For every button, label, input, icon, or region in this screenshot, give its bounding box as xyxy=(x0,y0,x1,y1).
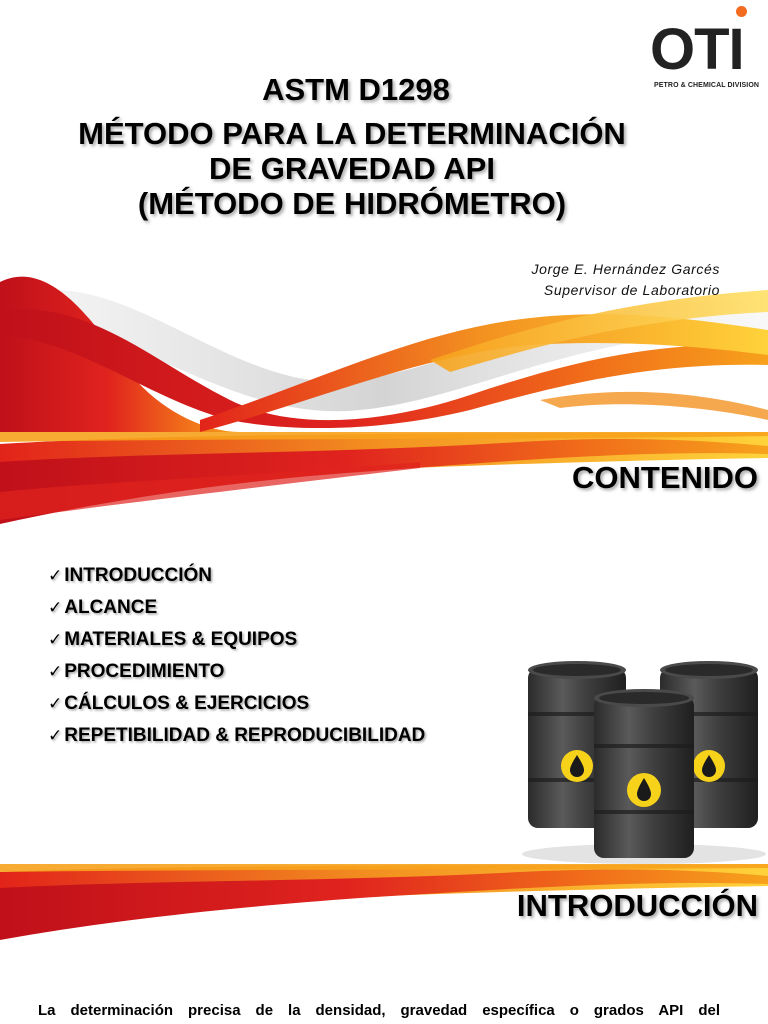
standard-code: ASTM D1298 xyxy=(262,72,450,107)
title-block xyxy=(0,72,768,221)
list-item: ✓ MATERIALES & EQUIPOS xyxy=(48,629,298,650)
intro-paragraph: La determinación precisa de la densidad, gravedad específica o grados API del xyxy=(38,1002,720,1019)
list-item: ✓ ALCANCE xyxy=(48,597,158,618)
list-item: ✓ CÁLCULOS & EJERCICIOS xyxy=(48,693,310,714)
barrel-icon xyxy=(594,689,694,858)
title-slide xyxy=(0,0,768,432)
checkmark-icon: ✓ xyxy=(48,662,63,682)
title-line: DE GRAVEDAD API xyxy=(209,151,495,186)
list-item: ✓ INTRODUCCIÓN xyxy=(48,565,213,586)
oti-logo: OTI PETRO & CHEMICAL DIVISION xyxy=(650,6,760,94)
checkmark-icon: ✓ xyxy=(48,726,63,746)
checkmark-icon: ✓ xyxy=(48,630,63,650)
checkmark-icon: ✓ xyxy=(48,694,63,714)
logo-dot-icon xyxy=(736,6,747,17)
title-line: MÉTODO PARA LA DETERMINACIÓN xyxy=(78,116,626,151)
list-item: ✓ REPETIBILIDAD & REPRODUCIBILIDAD xyxy=(48,725,426,746)
author-name: Jorge E. Hernández Garcés xyxy=(531,261,720,277)
checkmark-icon: ✓ xyxy=(48,566,63,586)
introduction-slide xyxy=(0,864,768,1024)
list-item: ✓ PROCEDIMIENTO xyxy=(48,661,225,682)
section-heading: INTRODUCCIÓN xyxy=(516,888,758,923)
section-heading: CONTENIDO xyxy=(572,460,758,495)
oil-barrels-icon xyxy=(520,660,768,864)
author-role: Supervisor de Laboratorio xyxy=(543,282,720,298)
title-line: (MÉTODO DE HIDRÓMETRO) xyxy=(137,186,567,221)
contents-list xyxy=(48,560,425,752)
contents-slide xyxy=(0,432,768,864)
checkmark-icon: ✓ xyxy=(48,598,63,618)
author-block xyxy=(531,259,720,301)
